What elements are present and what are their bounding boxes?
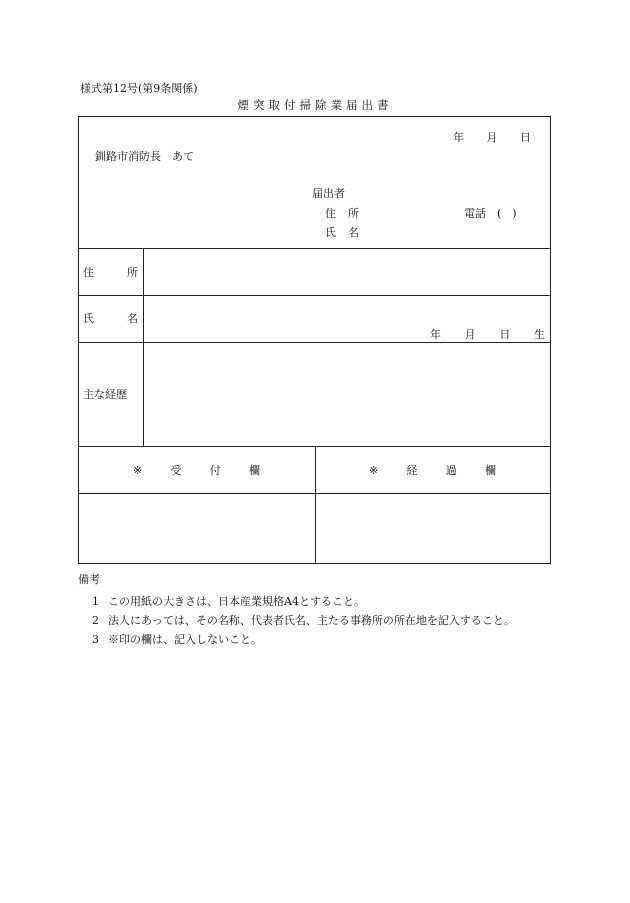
remark-number: 3 <box>92 633 99 646</box>
divider-name <box>78 342 551 343</box>
remark-item <box>92 612 515 628</box>
row-address-char-2: 所 <box>127 266 138 279</box>
reception-mark: ※ <box>133 464 143 477</box>
remarks-title: 備考 <box>78 573 100 586</box>
address-char-2: 所 <box>348 207 359 220</box>
form-number: 様式第12号(第9条関係) <box>80 82 198 95</box>
label-column-divider <box>143 248 144 446</box>
progress-mark: ※ <box>369 464 379 477</box>
name-field[interactable] <box>145 299 549 325</box>
divider-header <box>78 248 551 249</box>
address-field[interactable] <box>145 252 549 292</box>
applicant-name-label <box>325 227 359 238</box>
remark-item <box>92 631 262 647</box>
remark-text: 法人にあっては、その名称、代表者氏名、主たる事務所の所在地を記入すること。 <box>108 614 515 627</box>
remark-number: 2 <box>92 614 99 627</box>
divider-address <box>78 295 551 296</box>
form-title: 煙突取付掃除業届出書 <box>237 98 393 112</box>
addressee: 釧路市消防長 あて <box>95 150 194 163</box>
remark-item <box>92 593 365 609</box>
career-field[interactable] <box>145 346 549 443</box>
reception-char-2: 付 <box>209 464 221 477</box>
address-char-1: 住 <box>325 207 336 220</box>
row-name-char-2: 名 <box>127 312 138 325</box>
reception-char-1: 受 <box>170 464 182 477</box>
row-address-char-1: 住 <box>83 266 94 279</box>
phone-label: 電話 ( ) <box>464 207 517 220</box>
row-name-char-1: 氏 <box>83 312 94 325</box>
birth-date <box>430 329 545 340</box>
month-label: 月 <box>486 131 498 144</box>
birth-year-label: 年 <box>430 328 441 341</box>
name-char-2: 名 <box>348 226 359 239</box>
footer-column-divider <box>315 446 316 564</box>
reception-header <box>133 465 260 476</box>
birth-month-label: 月 <box>464 328 476 341</box>
day-label: 日 <box>520 131 531 144</box>
name-row-label <box>83 313 138 324</box>
birth-day-label: 日 <box>499 328 511 341</box>
birth-suffix-label: 生 <box>533 328 545 341</box>
address-row-label <box>83 267 138 278</box>
header-date <box>453 132 531 143</box>
remark-text: ※印の欄は、記入しないこと。 <box>108 633 262 646</box>
remark-text: この用紙の大きさは、日本産業規格A4とすること。 <box>108 595 365 608</box>
remark-number: 1 <box>92 595 99 608</box>
applicant-address-label <box>325 208 359 219</box>
applicant-label: 届出者 <box>312 187 345 200</box>
progress-char-2: 過 <box>445 464 457 477</box>
year-label: 年 <box>453 131 464 144</box>
progress-field <box>318 496 548 561</box>
career-label: 主な経歴 <box>83 388 127 401</box>
progress-header <box>369 465 496 476</box>
progress-char-3: 欄 <box>484 464 496 477</box>
reception-field <box>80 496 312 561</box>
reception-char-3: 欄 <box>248 464 260 477</box>
progress-char-1: 経 <box>406 464 418 477</box>
name-char-1: 氏 <box>325 226 336 239</box>
